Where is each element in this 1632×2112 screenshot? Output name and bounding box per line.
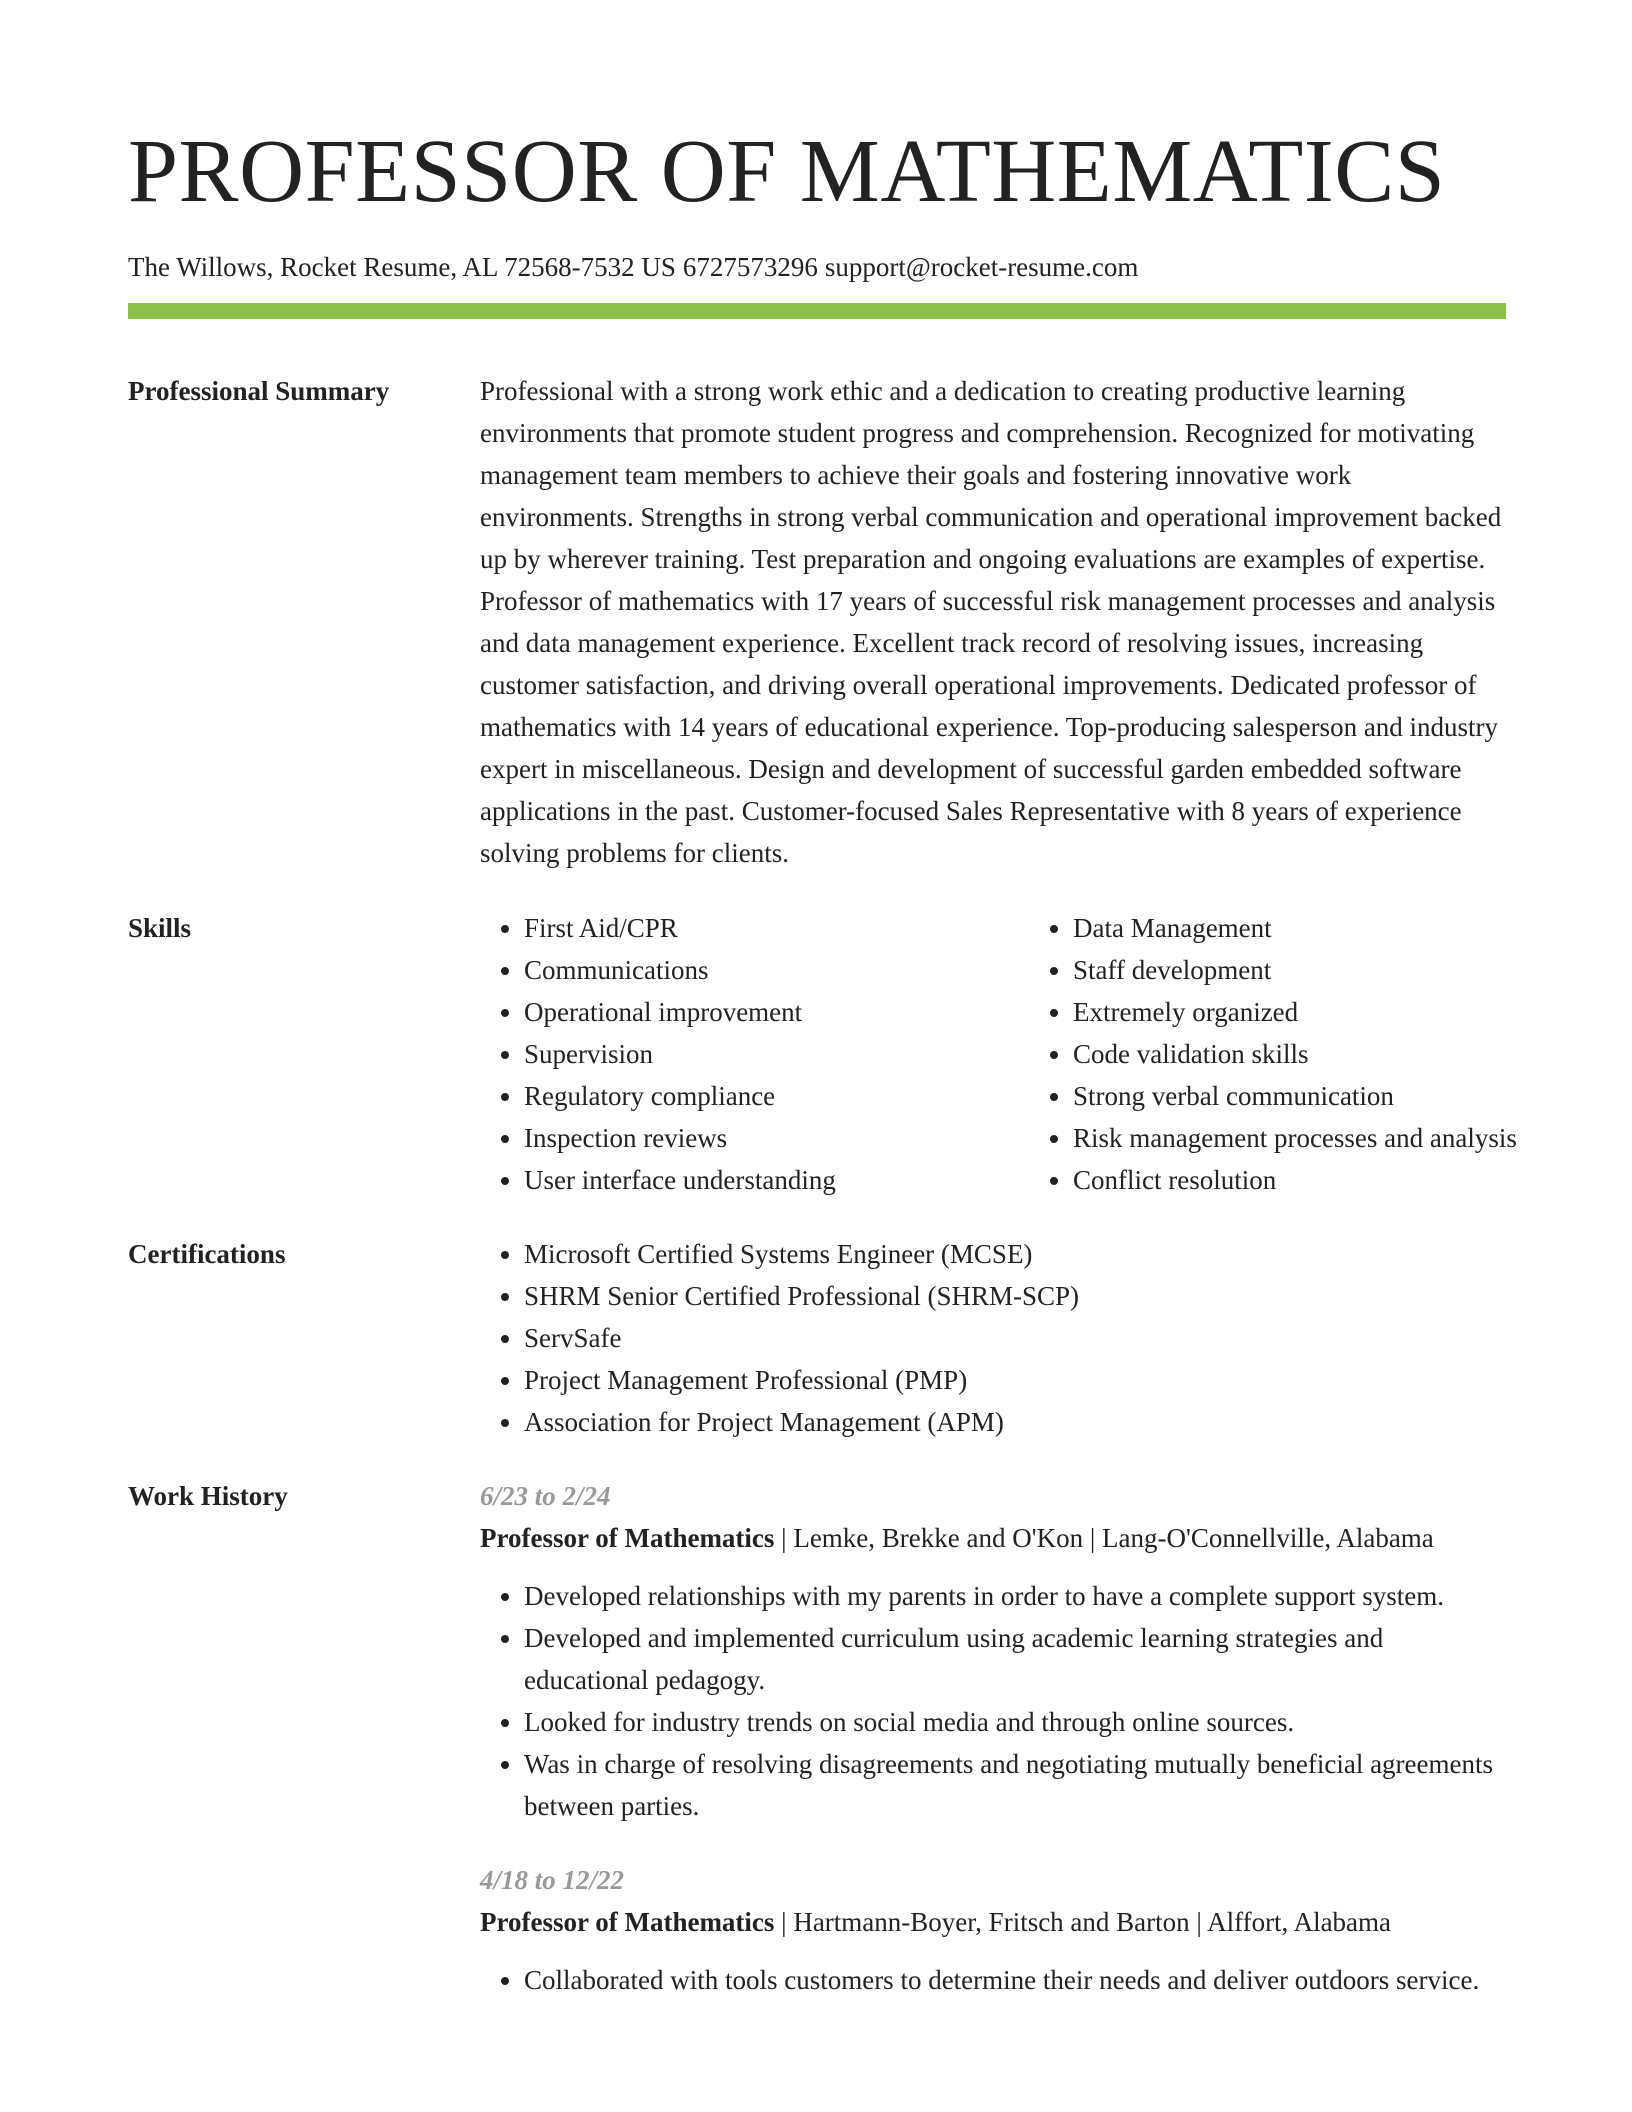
job-title-line: [480, 1901, 1506, 1943]
section-professional-summary: [128, 370, 1506, 874]
job-bullet: • Was in charge of resolving disagreements and negotiating mutually beneficial agreements between parties.: [524, 1743, 1506, 1827]
certification-item: • ServSafe: [524, 1317, 1506, 1359]
contact-email: support@rocket-resume.com: [824, 252, 1139, 282]
certification-item: • SHRM Senior Certified Professional (SHRM-SCP): [524, 1275, 1506, 1317]
job-dates: 6/23 to 2/24: [480, 1481, 611, 1511]
certification-item: • Association for Project Management (APM): [524, 1401, 1506, 1443]
section-certifications: [128, 1233, 1506, 1443]
skill-item: • Risk management processes and analysis: [1073, 1117, 1594, 1159]
contact-line: [128, 249, 1506, 285]
skill-item: • Data Management: [1073, 907, 1594, 949]
job-bullet: • Developed and implemented curriculum using academic learning strategies and educational pedagogy.: [524, 1617, 1506, 1701]
skill-item: • Staff development: [1073, 949, 1594, 991]
section-skills: [128, 907, 1517, 1201]
skill-item: • Inspection reviews: [524, 1117, 1029, 1159]
certification-item: • Project Management Professional (PMP): [524, 1359, 1506, 1401]
job-role: Professor of Mathematics: [480, 1523, 775, 1553]
certifications-list: [480, 1233, 1506, 1443]
skill-item: • Extremely organized: [1073, 991, 1594, 1033]
job-bullets: [480, 1575, 1506, 1827]
job-bullets: [480, 1959, 1506, 2001]
skills-column-1: [480, 907, 1029, 1201]
skill-item: • Supervision: [524, 1033, 1029, 1075]
skill-item: • User interface understanding: [524, 1159, 1029, 1201]
skill-item: • Strong verbal communication: [1073, 1075, 1594, 1117]
job-bullet: • Collaborated with tools customers to determine their needs and deliver outdoors service.: [524, 1959, 1506, 2001]
section-work-history: [128, 1475, 1506, 2001]
resume-name-heading: PROFESSOR OF MATHEMATICS: [128, 122, 1446, 221]
skills-grid: [480, 907, 1517, 1201]
contact-phone: 6727573296: [682, 252, 818, 282]
section-title-skills: Skills: [128, 913, 192, 943]
skills-column-2: [1029, 907, 1594, 1201]
job-bullet: • Developed relationships with my parents in order to have a complete support system.: [524, 1575, 1506, 1617]
section-title-certifications: Certifications: [128, 1239, 286, 1269]
job-bullet: • Looked for industry trends on social media and through online sources.: [524, 1701, 1506, 1743]
certification-item: • Microsoft Certified Systems Engineer (MCSE): [524, 1233, 1506, 1275]
job-entry: [480, 1859, 1506, 2001]
skill-item: • Regulatory compliance: [524, 1075, 1029, 1117]
resume-page: [128, 0, 1517, 2001]
section-title-summary: Professional Summary: [128, 376, 390, 406]
job-employer-location: | Lemke, Brekke and O'Kon | Lang-O'Connellville, Alabama: [774, 1523, 1434, 1553]
skill-item: • Communications: [524, 949, 1029, 991]
work-history-body: [480, 1475, 1506, 2001]
certifications-body: [480, 1233, 1506, 1443]
contact-address: The Willows, Rocket Resume, AL 72568-7532 US: [128, 252, 676, 282]
skill-item: • First Aid/CPR: [524, 907, 1029, 949]
job-title-line: [480, 1517, 1506, 1559]
header-accent-rule: [128, 303, 1506, 319]
job-employer-location: | Hartmann-Boyer, Fritsch and Barton | Alffort, Alabama: [774, 1907, 1392, 1937]
job-dates: 4/18 to 12/22: [480, 1865, 625, 1895]
job-entry: [480, 1475, 1506, 1827]
summary-body: [480, 370, 1506, 874]
section-title-work-history: Work History: [128, 1481, 288, 1511]
job-role: Professor of Mathematics: [480, 1907, 775, 1937]
skill-item: • Code validation skills: [1073, 1033, 1594, 1075]
skill-item: • Operational improvement: [524, 991, 1029, 1033]
summary-text: Professional with a strong work ethic and a dedication to creating productive learning environments that promote student progress and comprehension. Recognized for motivating management team members to achieve their goals and fostering innovative work environments. Strengths in strong verbal communication and operational improvement backed up by wherever training. Test preparation and ongoing evaluations are examples of expertise. Professor of mathematics with 17 years of successful risk management processes and analysis and data management experience. Excellent track record of resolving issues, increasing customer satisfaction, and driving overall operational improvements. Dedicated professor of mathematics with 14 years of educational experience. Top-producing salesperson and industry expert in miscellaneous. Design and development of successful garden embedded software applications in the past. Customer-focused Sales Representative with 8 years of experience solving problems for clients.: [480, 376, 1502, 868]
skill-item: • Conflict resolution: [1073, 1159, 1594, 1201]
